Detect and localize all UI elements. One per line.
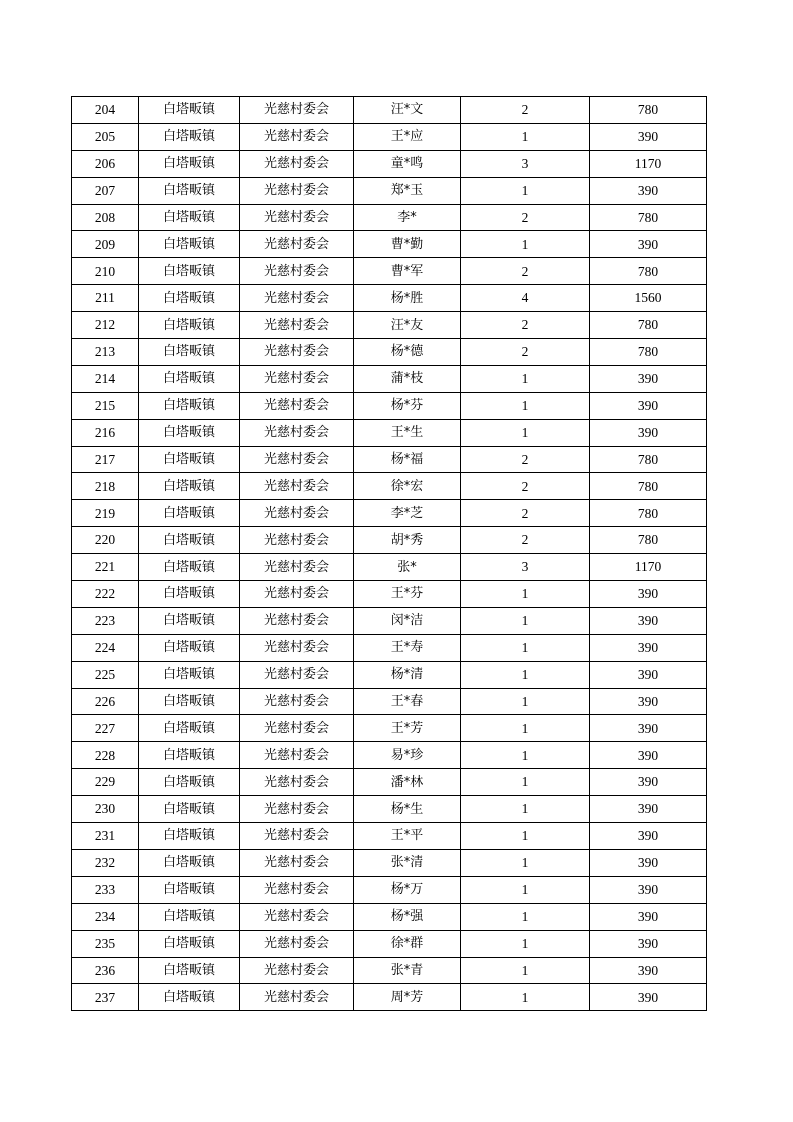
cell-amount: 390 [590,742,707,769]
cell-amount: 390 [590,581,707,608]
cell-village: 光慈村委会 [240,446,354,473]
cell-amount: 390 [590,661,707,688]
cell-amount: 390 [590,849,707,876]
cell-amount: 780 [590,446,707,473]
cell-town: 白塔畈镇 [139,527,240,554]
cell-number: 236 [72,957,139,984]
table-row [72,930,707,957]
cell-amount: 780 [590,339,707,366]
cell-name: 王*寿 [354,634,461,661]
cell-town: 白塔畈镇 [139,769,240,796]
cell-town: 白塔畈镇 [139,231,240,258]
cell-number: 225 [72,661,139,688]
cell-name: 杨*生 [354,796,461,823]
cell-town: 白塔畈镇 [139,97,240,124]
cell-village: 光慈村委会 [240,823,354,850]
cell-village: 光慈村委会 [240,554,354,581]
cell-amount: 390 [590,984,707,1011]
cell-number: 228 [72,742,139,769]
cell-village: 光慈村委会 [240,312,354,339]
cell-name: 徐*宏 [354,473,461,500]
cell-village: 光慈村委会 [240,849,354,876]
cell-count: 1 [461,769,590,796]
cell-town: 白塔畈镇 [139,903,240,930]
cell-town: 白塔畈镇 [139,607,240,634]
cell-count: 1 [461,419,590,446]
cell-village: 光慈村委会 [240,365,354,392]
table-row [72,500,707,527]
cell-town: 白塔畈镇 [139,177,240,204]
cell-amount: 390 [590,177,707,204]
cell-town: 白塔畈镇 [139,715,240,742]
cell-village: 光慈村委会 [240,339,354,366]
cell-count: 3 [461,554,590,581]
cell-town: 白塔畈镇 [139,823,240,850]
cell-town: 白塔畈镇 [139,339,240,366]
cell-village: 光慈村委会 [240,419,354,446]
cell-count: 1 [461,903,590,930]
cell-number: 219 [72,500,139,527]
cell-number: 231 [72,823,139,850]
cell-name: 王*芬 [354,581,461,608]
cell-number: 209 [72,231,139,258]
cell-name: 杨*福 [354,446,461,473]
cell-town: 白塔畈镇 [139,392,240,419]
cell-name: 曹*勤 [354,231,461,258]
cell-town: 白塔畈镇 [139,123,240,150]
table-row [72,419,707,446]
cell-count: 1 [461,392,590,419]
table-row [72,97,707,124]
cell-village: 光慈村委会 [240,903,354,930]
cell-village: 光慈村委会 [240,634,354,661]
cell-village: 光慈村委会 [240,500,354,527]
subsidy-table [71,96,707,1011]
cell-number: 217 [72,446,139,473]
cell-village: 光慈村委会 [240,97,354,124]
table-row [72,312,707,339]
cell-count: 3 [461,150,590,177]
cell-town: 白塔畈镇 [139,365,240,392]
cell-amount: 1560 [590,285,707,312]
cell-number: 223 [72,607,139,634]
cell-name: 张* [354,554,461,581]
cell-amount: 780 [590,473,707,500]
cell-name: 张*青 [354,957,461,984]
cell-name: 郑*玉 [354,177,461,204]
cell-village: 光慈村委会 [240,876,354,903]
cell-amount: 780 [590,527,707,554]
cell-town: 白塔畈镇 [139,742,240,769]
cell-town: 白塔畈镇 [139,150,240,177]
cell-count: 2 [461,258,590,285]
cell-village: 光慈村委会 [240,473,354,500]
table-row [72,446,707,473]
cell-number: 224 [72,634,139,661]
table-row [72,823,707,850]
table-row [72,796,707,823]
cell-town: 白塔畈镇 [139,419,240,446]
cell-name: 杨*清 [354,661,461,688]
table-row [72,177,707,204]
cell-town: 白塔畈镇 [139,634,240,661]
cell-amount: 780 [590,97,707,124]
cell-amount: 390 [590,688,707,715]
cell-count: 1 [461,365,590,392]
cell-count: 1 [461,688,590,715]
cell-number: 204 [72,97,139,124]
cell-count: 1 [461,742,590,769]
cell-amount: 1170 [590,554,707,581]
cell-town: 白塔畈镇 [139,796,240,823]
cell-name: 蒲*枝 [354,365,461,392]
cell-amount: 390 [590,769,707,796]
cell-village: 光慈村委会 [240,957,354,984]
cell-number: 235 [72,930,139,957]
cell-count: 1 [461,634,590,661]
cell-amount: 390 [590,419,707,446]
table-row [72,742,707,769]
cell-amount: 1170 [590,150,707,177]
cell-number: 233 [72,876,139,903]
cell-number: 215 [72,392,139,419]
cell-count: 1 [461,581,590,608]
cell-village: 光慈村委会 [240,688,354,715]
cell-village: 光慈村委会 [240,392,354,419]
cell-amount: 780 [590,312,707,339]
cell-name: 汪*友 [354,312,461,339]
cell-number: 213 [72,339,139,366]
cell-village: 光慈村委会 [240,123,354,150]
cell-name: 徐*群 [354,930,461,957]
cell-town: 白塔畈镇 [139,984,240,1011]
cell-town: 白塔畈镇 [139,957,240,984]
cell-town: 白塔畈镇 [139,661,240,688]
cell-name: 杨*德 [354,339,461,366]
cell-count: 1 [461,796,590,823]
cell-amount: 390 [590,930,707,957]
cell-count: 2 [461,97,590,124]
cell-name: 周*芳 [354,984,461,1011]
cell-count: 1 [461,823,590,850]
table-row [72,285,707,312]
cell-count: 1 [461,930,590,957]
table-row [72,123,707,150]
table-row [72,150,707,177]
cell-amount: 390 [590,365,707,392]
cell-village: 光慈村委会 [240,258,354,285]
cell-village: 光慈村委会 [240,984,354,1011]
cell-amount: 390 [590,823,707,850]
cell-count: 1 [461,849,590,876]
cell-village: 光慈村委会 [240,769,354,796]
cell-number: 208 [72,204,139,231]
cell-count: 1 [461,876,590,903]
cell-town: 白塔畈镇 [139,876,240,903]
cell-count: 2 [461,446,590,473]
cell-village: 光慈村委会 [240,607,354,634]
table-row [72,876,707,903]
table-body [72,97,707,1011]
cell-name: 汪*文 [354,97,461,124]
cell-count: 1 [461,957,590,984]
cell-number: 212 [72,312,139,339]
cell-number: 229 [72,769,139,796]
cell-count: 2 [461,473,590,500]
cell-number: 221 [72,554,139,581]
cell-number: 222 [72,581,139,608]
cell-name: 潘*林 [354,769,461,796]
cell-count: 1 [461,607,590,634]
cell-amount: 390 [590,715,707,742]
cell-village: 光慈村委会 [240,231,354,258]
table-row [72,231,707,258]
cell-village: 光慈村委会 [240,150,354,177]
table-row [72,688,707,715]
cell-name: 胡*秀 [354,527,461,554]
cell-village: 光慈村委会 [240,715,354,742]
table-row [72,849,707,876]
cell-number: 207 [72,177,139,204]
cell-number: 205 [72,123,139,150]
cell-name: 李* [354,204,461,231]
table-row [72,392,707,419]
table-row [72,634,707,661]
cell-town: 白塔畈镇 [139,204,240,231]
cell-number: 211 [72,285,139,312]
cell-name: 李*芝 [354,500,461,527]
table-row [72,527,707,554]
cell-name: 杨*强 [354,903,461,930]
cell-name: 王*应 [354,123,461,150]
cell-village: 光慈村委会 [240,177,354,204]
cell-village: 光慈村委会 [240,581,354,608]
table-row [72,473,707,500]
cell-amount: 390 [590,876,707,903]
cell-count: 1 [461,715,590,742]
cell-town: 白塔畈镇 [139,849,240,876]
cell-village: 光慈村委会 [240,285,354,312]
cell-name: 易*珍 [354,742,461,769]
cell-name: 王*春 [354,688,461,715]
cell-amount: 390 [590,634,707,661]
cell-amount: 780 [590,500,707,527]
cell-name: 杨*芬 [354,392,461,419]
cell-number: 227 [72,715,139,742]
cell-amount: 390 [590,957,707,984]
cell-number: 230 [72,796,139,823]
cell-town: 白塔畈镇 [139,930,240,957]
cell-town: 白塔畈镇 [139,473,240,500]
cell-number: 226 [72,688,139,715]
table-row [72,661,707,688]
cell-name: 王*生 [354,419,461,446]
table-row [72,204,707,231]
cell-number: 214 [72,365,139,392]
cell-town: 白塔畈镇 [139,285,240,312]
table-row [72,607,707,634]
cell-number: 218 [72,473,139,500]
cell-count: 1 [461,661,590,688]
cell-number: 220 [72,527,139,554]
table-row [72,769,707,796]
cell-amount: 390 [590,392,707,419]
cell-village: 光慈村委会 [240,661,354,688]
cell-number: 206 [72,150,139,177]
table-row [72,715,707,742]
cell-amount: 780 [590,204,707,231]
cell-town: 白塔畈镇 [139,581,240,608]
cell-count: 1 [461,177,590,204]
cell-number: 210 [72,258,139,285]
table-row [72,258,707,285]
cell-town: 白塔畈镇 [139,312,240,339]
cell-name: 杨*胜 [354,285,461,312]
cell-village: 光慈村委会 [240,527,354,554]
cell-name: 杨*万 [354,876,461,903]
cell-amount: 390 [590,607,707,634]
cell-count: 2 [461,339,590,366]
cell-count: 4 [461,285,590,312]
table-row [72,903,707,930]
cell-village: 光慈村委会 [240,796,354,823]
cell-amount: 780 [590,258,707,285]
cell-number: 234 [72,903,139,930]
cell-number: 232 [72,849,139,876]
cell-amount: 390 [590,796,707,823]
cell-town: 白塔畈镇 [139,446,240,473]
cell-number: 237 [72,984,139,1011]
cell-name: 闵*洁 [354,607,461,634]
cell-amount: 390 [590,123,707,150]
cell-count: 2 [461,500,590,527]
cell-town: 白塔畈镇 [139,258,240,285]
cell-count: 1 [461,123,590,150]
cell-count: 1 [461,231,590,258]
cell-name: 张*清 [354,849,461,876]
cell-number: 216 [72,419,139,446]
table-row [72,365,707,392]
cell-village: 光慈村委会 [240,204,354,231]
table-row [72,581,707,608]
cell-amount: 390 [590,231,707,258]
cell-count: 2 [461,204,590,231]
cell-name: 王*芳 [354,715,461,742]
cell-village: 光慈村委会 [240,742,354,769]
cell-village: 光慈村委会 [240,930,354,957]
cell-count: 1 [461,984,590,1011]
cell-count: 2 [461,312,590,339]
cell-name: 王*平 [354,823,461,850]
table-row [72,339,707,366]
table-row [72,984,707,1011]
table-row [72,554,707,581]
table-row [72,957,707,984]
cell-town: 白塔畈镇 [139,688,240,715]
cell-amount: 390 [590,903,707,930]
cell-town: 白塔畈镇 [139,554,240,581]
cell-count: 2 [461,527,590,554]
cell-name: 曹*军 [354,258,461,285]
cell-name: 童*鸣 [354,150,461,177]
cell-town: 白塔畈镇 [139,500,240,527]
